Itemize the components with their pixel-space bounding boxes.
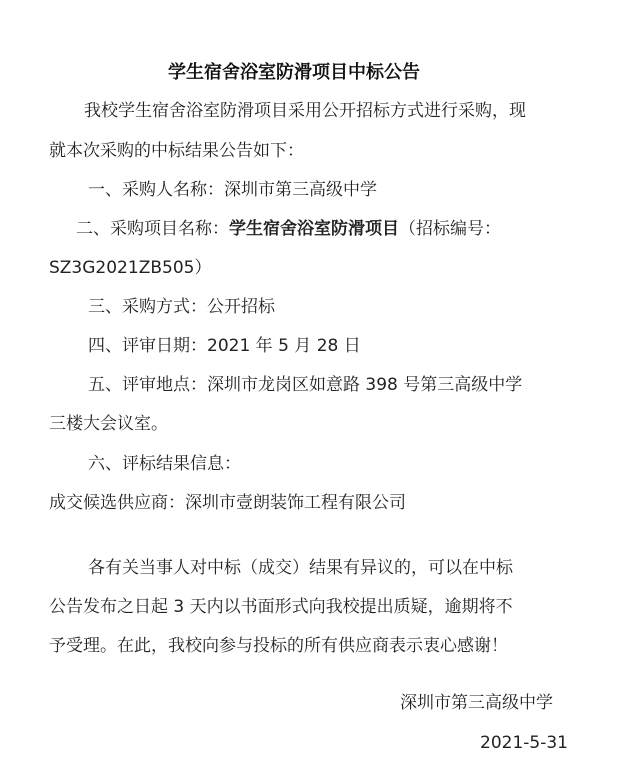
project-code-value: SZ3G2021ZB505）	[49, 258, 212, 278]
method-item: 三、采购方式：公开招标	[88, 297, 275, 317]
result-heading: 六、评标结果信息：	[88, 454, 241, 474]
review-place-line-1: 五、评审地点：深圳市龙岗区如意路 398 号第三高级中学	[88, 375, 523, 395]
project-name-prefix: 二、采购项目名称：	[76, 219, 229, 239]
announcement-title: 学生宿舍浴室防滑项目中标公告	[168, 62, 420, 83]
notice-line-1: 各有关当事人对中标（成交）结果有异议的，可以在中标	[88, 558, 513, 578]
winner-item: 成交候选供应商：深圳市壹朗装饰工程有限公司	[49, 493, 406, 513]
issuer-signature: 深圳市第三高级中学	[400, 693, 553, 713]
project-name-item	[76, 216, 501, 242]
notice-line-2: 公告发布之日起 3 天内以书面形式向我校提出质疑，逾期将不	[49, 597, 513, 617]
purchaser-item: 一、采购人名称：深圳市第三高级中学	[88, 180, 377, 200]
notice-line-3: 予受理。在此，我校向参与投标的所有供应商表示衷心感谢！	[49, 636, 508, 656]
review-place-line-2: 三楼大会议室。	[49, 414, 168, 434]
issue-date: 2021-5-31	[480, 733, 568, 753]
project-name-value: 学生宿舍浴室防滑项目	[229, 219, 399, 239]
intro-line-2: 就本次采购的中标结果公告如下：	[49, 141, 304, 161]
project-code-label: （招标编号：	[399, 219, 501, 239]
intro-line-1: 我校学生宿舍浴室防滑项目采用公开招标方式进行采购，现	[84, 101, 526, 121]
review-date-item: 四、评审日期：2021 年 5 月 28 日	[88, 336, 361, 356]
